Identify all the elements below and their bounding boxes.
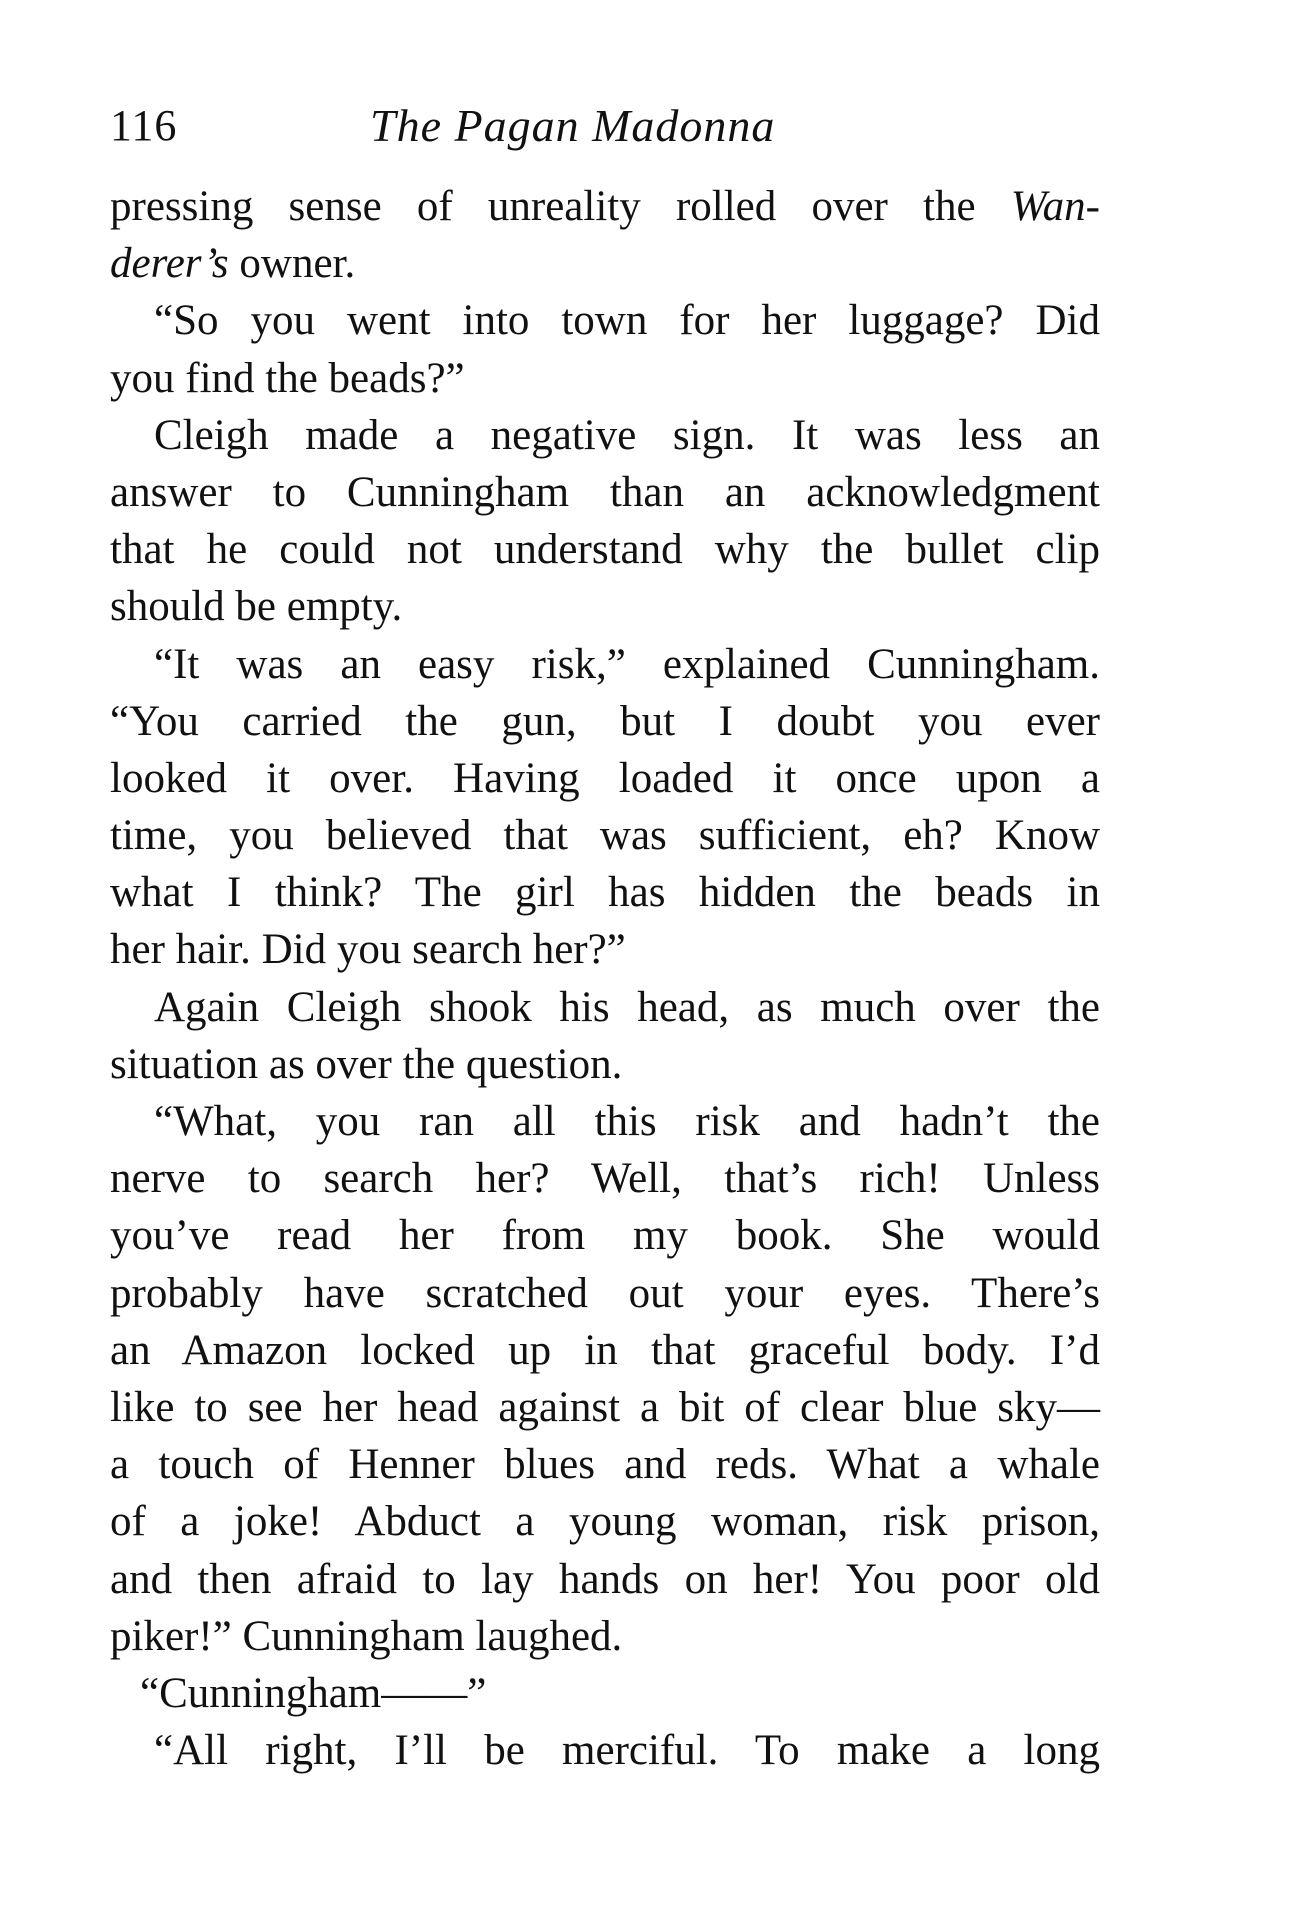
text-line	[110, 235, 1100, 292]
text-line: “All right, I’ll be merciful. To make a long	[154, 1727, 1100, 1775]
page-header	[110, 96, 1100, 156]
text-line: an Amazon locked up in that graceful body. I’d	[110, 1326, 1100, 1374]
text-line: should be empty.	[110, 583, 403, 631]
text-line: time, you believed that was sufficient, eh? Know	[110, 812, 1100, 860]
body-text	[110, 178, 1100, 1779]
text-line: a touch of Henner blues and reds. What a whale	[110, 1441, 1100, 1489]
italic-ship-name: derer’s	[110, 240, 229, 288]
text-line: piker!” Cunningham laughed.	[110, 1612, 623, 1660]
text-line: you find the beads?”	[110, 354, 465, 402]
text-line: looked it over. Having loaded it once upon a	[110, 754, 1100, 802]
text-line: that he could not understand why the bullet clip	[110, 526, 1100, 574]
text-line: “What, you ran all this risk and hadn’t the	[154, 1098, 1100, 1145]
text-line: you’ve read her from my book. She would	[110, 1212, 1100, 1260]
text-line: “You carried the gun, but I doubt you ever	[110, 697, 1100, 745]
text-line: probably have scratched out your eyes. There’s	[110, 1269, 1100, 1317]
text-span: pressing sense of unreality rolled over the	[110, 183, 1011, 230]
text-line: “So you went into town for her luggage? Did	[154, 297, 1100, 345]
text-line: and then afraid to lay hands on her! You poor old	[110, 1555, 1100, 1603]
text-line: Cleigh made a negative sign. It was less an	[154, 411, 1100, 459]
running-title: The Pagan Madonna	[370, 100, 776, 151]
text-line: Again Cleigh shook his head, as much over the	[154, 983, 1100, 1031]
text-line	[110, 178, 1100, 235]
page-number: 116	[110, 101, 178, 150]
text-line: answer to Cunningham than an acknowledgment	[110, 468, 1100, 516]
italic-ship-name: Wan-	[1010, 183, 1100, 230]
text-line: nerve to search her? Well, that’s rich! Unless	[110, 1155, 1100, 1203]
text-line: “It was an easy risk,” explained Cunningham.	[154, 640, 1100, 688]
text-line: like to see her head against a bit of clear blue sky—	[110, 1383, 1100, 1431]
text-line: her hair. Did you search her?”	[110, 926, 626, 974]
text-line: what I think? The girl has hidden the beads in	[110, 869, 1100, 917]
text-line: of a joke! Abduct a young woman, risk prison,	[110, 1498, 1100, 1546]
text-span: owner.	[228, 240, 356, 288]
text-line: situation as over the question.	[110, 1040, 623, 1088]
text-line: “Cunningham——”	[140, 1669, 487, 1717]
